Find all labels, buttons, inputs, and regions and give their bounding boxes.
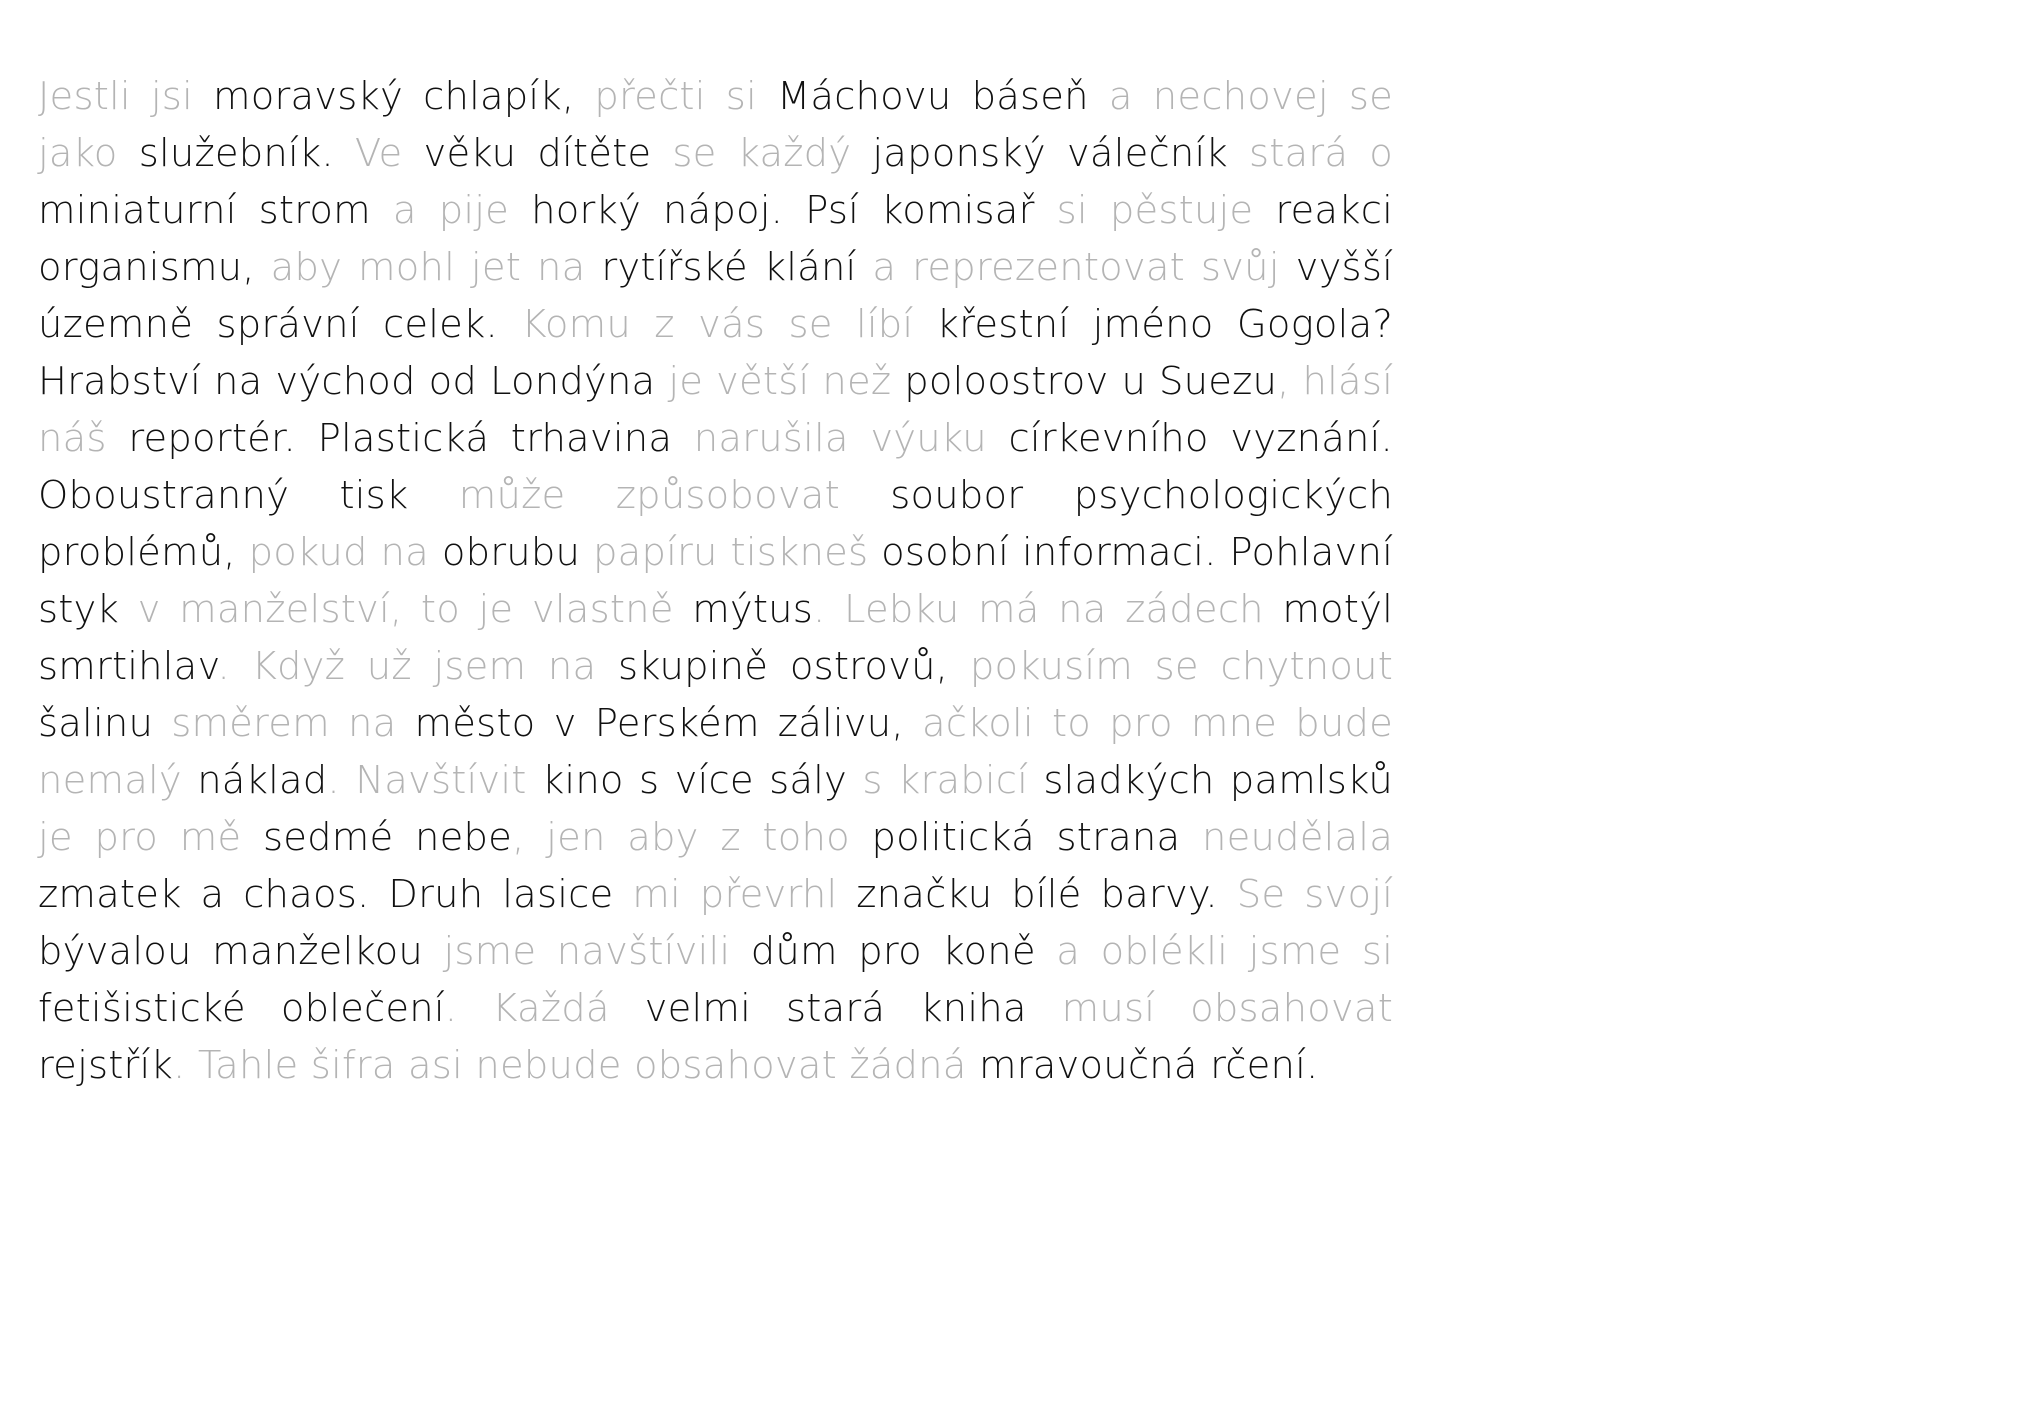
faded-text-segment: se každý (672, 131, 873, 176)
highlighted-text-segment: mýtus (692, 587, 814, 632)
faded-text-segment: a reprezentovat svůj (872, 245, 1296, 290)
highlighted-text-segment: velmi stará kniha (644, 986, 1062, 1031)
highlighted-text-segment: horký nápoj. Psí komisař (531, 188, 1057, 233)
faded-text-segment: Ve (354, 131, 424, 176)
highlighted-text-segment: sedmé nebe (262, 815, 513, 860)
highlighted-text-segment: kino s více sály (541, 758, 863, 803)
highlighted-text-segment: náklad (197, 758, 328, 803)
highlighted-text-segment: skupině ostrovů, (617, 644, 970, 689)
highlighted-text-segment: dům pro koně (750, 929, 1057, 974)
faded-text-segment: si pěstuje (1056, 188, 1276, 233)
highlighted-text-segment: značku bílé barvy. (856, 872, 1237, 917)
faded-text-segment: . Navštívit (327, 758, 542, 803)
faded-text-segment: musí obsahovat (1061, 986, 1393, 1031)
faded-text-segment: a nechovej se jako (38, 74, 1393, 176)
highlighted-text-segment: moravský chlapík, (213, 74, 595, 119)
highlighted-text-segment: reportér. Plastická trhavina (128, 416, 694, 461)
faded-text-segment: je pro mě (38, 815, 263, 860)
faded-text-segment: papíru tiskneš (593, 530, 882, 575)
faded-text-segment: Jestli jsi (38, 74, 214, 119)
faded-text-segment: a pije (392, 188, 532, 233)
highlighted-text-segment: bývalou manželkou (38, 929, 444, 974)
highlighted-text-segment: osobní informaci. Pohlavní styk (38, 530, 1393, 632)
faded-text-segment: ačkoli to pro mne bude nemalý (38, 701, 1393, 803)
highlighted-text-segment: japonský válečník (872, 131, 1249, 176)
faded-text-segment: . Tahle šifra asi nebude obsahovat žádná (172, 1043, 980, 1088)
highlighted-text-segment: miniaturní strom (38, 188, 393, 233)
faded-text-segment: . Když už jsem na (217, 644, 618, 689)
highlighted-text-segment: služebník. (138, 131, 355, 176)
faded-text-segment: stará o (1248, 131, 1393, 176)
faded-text-segment: Se svojí (1236, 872, 1393, 917)
faded-text-segment: Komu z vás se líbí (521, 302, 937, 347)
faded-text-segment: v manželství, to je vlastně (137, 587, 693, 632)
faded-text-segment: narušila výuku (693, 416, 1009, 461)
faded-text-segment: . Každá (444, 986, 645, 1031)
faded-text-segment: přečti si (594, 74, 777, 119)
highlighted-text-segment: obrubu (441, 530, 594, 575)
highlighted-text-segment: město v Perském zálivu, (414, 701, 922, 746)
faded-text-segment: , jen aby z toho (512, 815, 872, 860)
highlighted-text-segment: soubor psychologických problémů, (38, 473, 1393, 575)
faded-text-segment: mi převrhl (632, 872, 857, 917)
faded-text-segment: . Lebku má na zádech (813, 587, 1283, 632)
faded-text-segment: neudělala (1202, 815, 1393, 860)
faded-text-segment: pokud na (248, 530, 442, 575)
highlighted-text-segment: zmatek a chaos. Druh lasice (38, 872, 633, 917)
highlighted-text-segment: šalinu (38, 701, 172, 746)
faded-text-segment: s krabicí (862, 758, 1044, 803)
highlighted-text-segment: poloostrov u Suezu (904, 359, 1278, 404)
highlighted-text-segment: fetišistické oblečení (38, 986, 445, 1031)
faded-text-segment: je větší než (668, 359, 905, 404)
highlighted-text-segment: křestní jméno Gogola? Hrabství na východ od Londýna (38, 302, 1394, 404)
faded-text-segment: aby mohl jet na (270, 245, 602, 290)
highlighted-text-segment: věku dítěte (423, 131, 673, 176)
faded-text-segment: , hlásí náš (38, 359, 1393, 461)
faded-text-segment: směrem na (171, 701, 415, 746)
highlighted-text-segment: rejstřík (38, 1043, 173, 1088)
faded-text-segment: jsme navštívili (443, 929, 751, 974)
highlighted-text-segment: politická strana (871, 815, 1202, 860)
highlighted-text-segment: vyšší územně správní celek. (38, 245, 1393, 347)
faded-text-segment: může způsobovat (458, 473, 891, 518)
highlighted-text-segment: reakci organismu, (38, 188, 1393, 290)
highlighted-text-segment: rytířské klání (601, 245, 873, 290)
highlighted-text-segment: motýl smrtihlav (38, 587, 1393, 689)
faded-text-segment: a oblékli jsme si (1056, 929, 1394, 974)
document-paragraph (38, 68, 1393, 1094)
highlighted-text-segment: církevního vyznání. Oboustranný tisk (38, 416, 1393, 518)
highlighted-text-segment: sladkých pamlsků (1043, 758, 1393, 803)
highlighted-text-segment: mravoučná rčení. (979, 1043, 1319, 1088)
highlighted-text-segment: Máchovu báseň (776, 74, 1109, 119)
faded-text-segment: pokusím se chytnout (969, 644, 1393, 689)
